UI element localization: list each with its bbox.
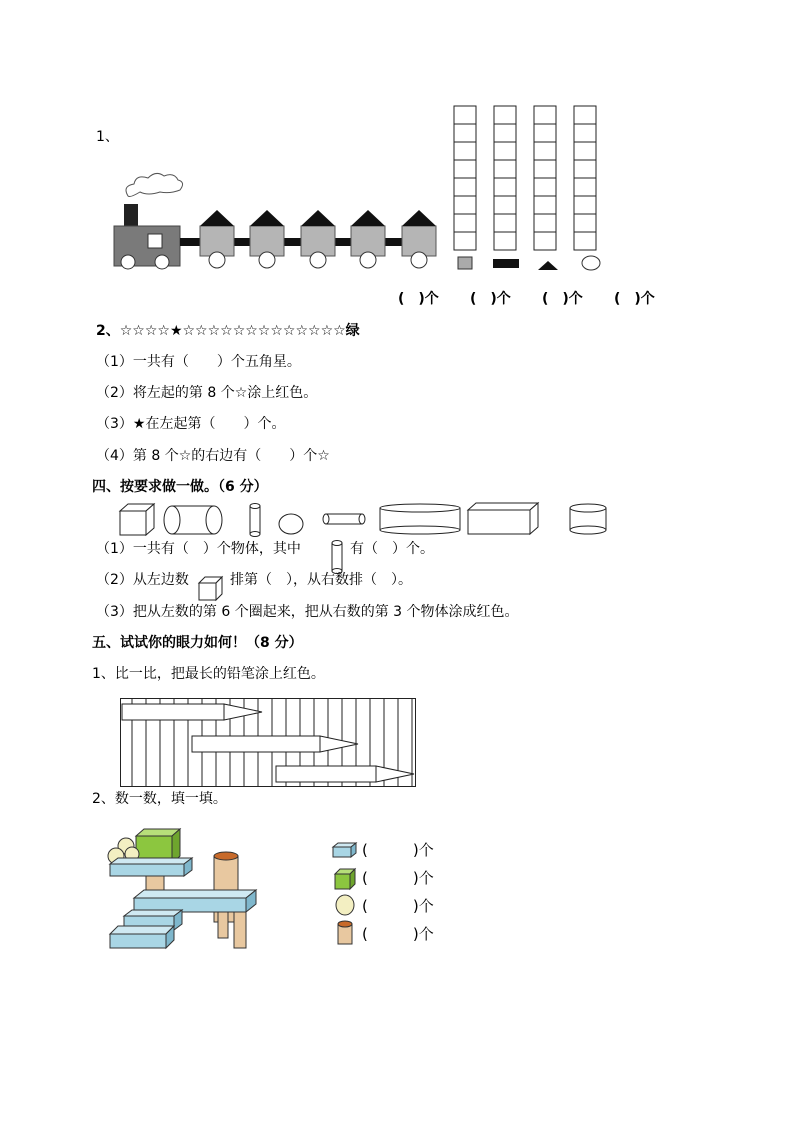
column-box bbox=[454, 142, 476, 160]
column-box bbox=[574, 142, 596, 160]
cube-green-icon bbox=[334, 868, 358, 890]
thin-cylinder-icon bbox=[330, 540, 346, 574]
q2-heading-suffix: 绿 bbox=[345, 323, 360, 339]
column-box bbox=[494, 232, 516, 250]
column-box bbox=[454, 196, 476, 214]
q2-heading bbox=[96, 322, 360, 340]
block-stack-illustration bbox=[104, 826, 264, 956]
column-box bbox=[454, 178, 476, 196]
cuboid-blue-icon bbox=[332, 842, 358, 860]
column-box bbox=[534, 232, 556, 250]
column-box bbox=[574, 160, 596, 178]
column-box bbox=[574, 196, 596, 214]
cylinder-orange-icon bbox=[336, 920, 358, 946]
q2-item-3: （3）★在左起第（ ）个。 bbox=[96, 416, 286, 432]
q1-blank-4[interactable]: ( )个 bbox=[614, 291, 655, 307]
column-box bbox=[494, 178, 516, 196]
column-box bbox=[454, 160, 476, 178]
q2-item-4: （4）第 8 个☆的右边有（ ）个☆ bbox=[96, 448, 330, 464]
q1-blank-3[interactable]: ( )个 bbox=[542, 291, 583, 307]
column-box bbox=[454, 124, 476, 142]
s4-item-1a: （1）一共有（ ）个物体，其中 bbox=[96, 541, 301, 557]
q2-item-1: （1）一共有（ ）个五角星。 bbox=[96, 354, 301, 370]
section5-title: 五、试试你的眼力如何！（8 分） bbox=[92, 635, 303, 651]
section4-title: 四、按要求做一做。（6 分） bbox=[92, 479, 268, 495]
column-box bbox=[454, 106, 476, 124]
column-box bbox=[534, 214, 556, 232]
q1-blank-2[interactable]: ( )个 bbox=[470, 291, 511, 307]
column-box bbox=[574, 106, 596, 124]
column-box bbox=[494, 124, 516, 142]
column-box bbox=[574, 124, 596, 142]
s5-q1: 1、比一比，把最长的铅笔涂上红色。 bbox=[92, 666, 325, 682]
column-box bbox=[574, 178, 596, 196]
q1-number: 1、 bbox=[96, 129, 119, 145]
s5-q2: 2、数一数，填一填。 bbox=[92, 791, 227, 807]
count-columns bbox=[452, 104, 612, 274]
column-box bbox=[574, 214, 596, 232]
train-illustration bbox=[108, 170, 438, 280]
column-box bbox=[494, 160, 516, 178]
column-box bbox=[534, 142, 556, 160]
q1-blank-1[interactable]: ( )个 bbox=[398, 291, 439, 307]
ball-icon bbox=[335, 894, 357, 916]
q2-star-row: ☆☆☆☆★☆☆☆☆☆☆☆☆☆☆☆☆☆ bbox=[119, 323, 346, 339]
solid-shapes-row bbox=[118, 502, 618, 538]
column-box bbox=[574, 232, 596, 250]
s4-item-2b: 排第（ ），从右数排（ ）。 bbox=[230, 572, 412, 588]
column-box bbox=[534, 160, 556, 178]
s4-item-2a: （2）从左边数 bbox=[96, 572, 189, 588]
count-row-ball[interactable]: ( )个 bbox=[362, 897, 434, 915]
count-row-cylinder[interactable]: ( )个 bbox=[362, 925, 434, 943]
column-box bbox=[494, 196, 516, 214]
column-box bbox=[454, 232, 476, 250]
count-row-cuboid[interactable]: ( )个 bbox=[362, 841, 434, 859]
q2-item-2: （2）将左起的第 8 个☆涂上红色。 bbox=[96, 385, 318, 401]
column-box bbox=[494, 214, 516, 232]
s4-item-1b: 有（ ）个。 bbox=[350, 541, 434, 557]
column-box bbox=[534, 106, 556, 124]
column-box bbox=[534, 196, 556, 214]
q2-heading-prefix: 2、 bbox=[96, 323, 120, 339]
pencil-grid bbox=[120, 698, 420, 790]
column-box bbox=[494, 106, 516, 124]
s4-item-3: （3）把从左数的第 6 个圈起来，把从右数的第 3 个物体涂成红色。 bbox=[96, 604, 519, 620]
column-box bbox=[534, 178, 556, 196]
column-box bbox=[534, 124, 556, 142]
cube-icon bbox=[198, 576, 224, 602]
count-row-cube[interactable]: ( )个 bbox=[362, 869, 434, 887]
column-box bbox=[494, 142, 516, 160]
column-box bbox=[454, 214, 476, 232]
